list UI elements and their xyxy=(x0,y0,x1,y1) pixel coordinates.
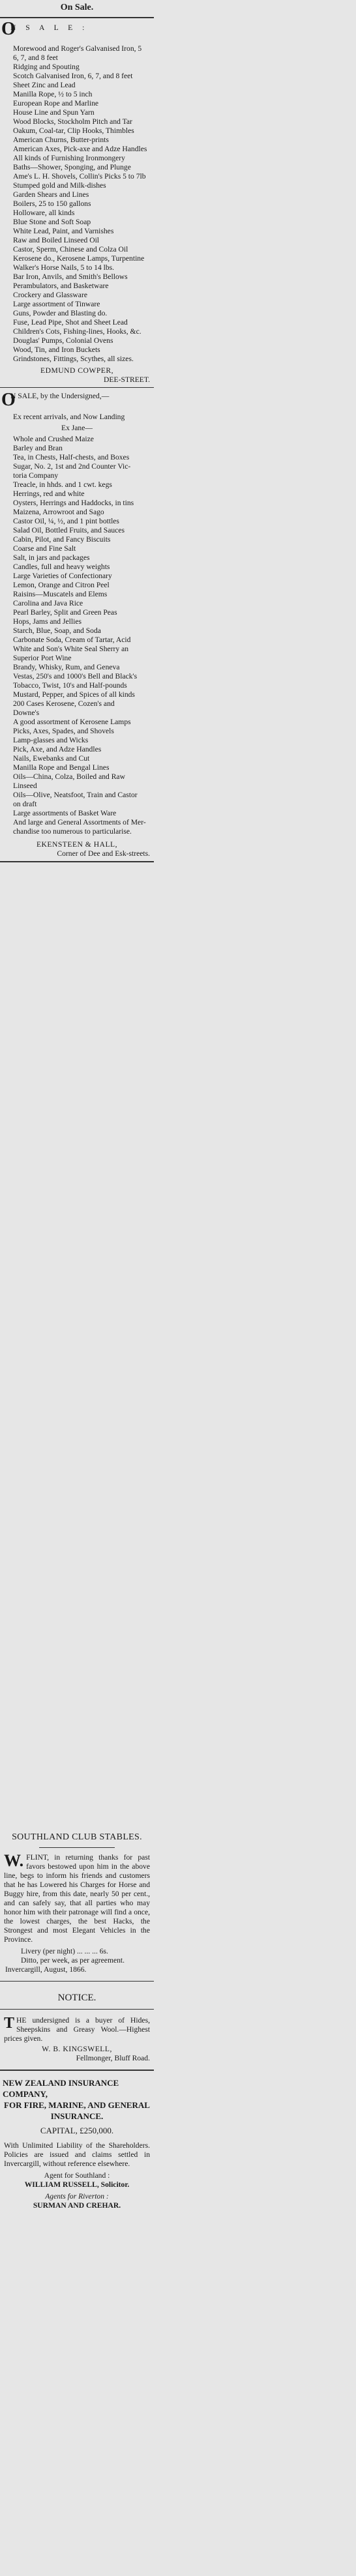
list-item: House Line and Spun Yarn xyxy=(13,108,95,117)
divider xyxy=(0,387,154,388)
caps-line xyxy=(0,21,154,44)
list-item: Grindstones, Fittings, Scythes, all sizes. xyxy=(13,355,134,363)
ad-title: SOUTHLAND CLUB STABLES. xyxy=(12,1832,142,1842)
body-first: FLINT, in returning thanks for past favors bestowed upon him in the above line, xyxy=(4,1853,150,1880)
list-item: Scotch Galvanised Iron, 6, 7, and 8 feet xyxy=(13,72,133,80)
list-item: Stumped gold and Milk-dishes xyxy=(13,181,106,190)
caps-line xyxy=(0,392,154,413)
list-item: Ame's L. H. Shovels, Collin's Picks 5 to 7lb xyxy=(13,172,146,181)
divider xyxy=(39,1847,115,1848)
riverton-agents: SURMAN AND CREHAR. xyxy=(33,2201,121,2210)
list-item: American Axes, Pick-axe and Adze Handles xyxy=(13,145,147,153)
list-item: Downe's xyxy=(13,709,40,717)
list-item: Large assortments of Basket Ware xyxy=(13,809,117,817)
list-item: White Lead, Paint, and Varnishes xyxy=(13,227,114,235)
list-item: Vestas, 250's and 1000's Bell and Black's xyxy=(13,672,138,681)
list-item: Perambulators, and Basketware xyxy=(13,282,109,290)
ad-club-stables xyxy=(0,1825,154,1982)
body-text: HE undersigned is a buyer of Hides, Sheepskins and Greasy Wool.—Highest prices given. xyxy=(4,2016,150,2043)
list-item: Crockery and Glassware xyxy=(13,291,87,299)
ad-ekensteen xyxy=(0,392,154,862)
list-item: Nails, Ewebanks and Cut xyxy=(13,754,90,763)
list-item: Starch, Blue, Soap, and Soda xyxy=(13,626,101,635)
advertiser-name: EDMUND COWPER, xyxy=(40,366,113,375)
livery-rate: Livery (per night) ... ... ... 6s. xyxy=(21,1947,108,1955)
divider xyxy=(0,1981,154,1982)
list-item: Oakum, Coal-tar, Clip Hooks, Thimbles xyxy=(13,126,134,135)
dateline: Invercargill, August, 1866. xyxy=(5,1965,87,1974)
list-item: toria Company xyxy=(13,471,59,480)
list-item: White and Son's White Seal Sherry an xyxy=(13,645,129,653)
list-item: 200 Cases Kerosene, Cozen's and xyxy=(13,699,115,708)
advertiser-address: Fellmonger, Bluff Road. xyxy=(76,2054,150,2062)
notices-column xyxy=(0,1825,154,2576)
divider xyxy=(0,861,154,862)
body-rest: begs to inform his friends and customers that he has Lowered his Charges for Horse and Buggy hire, from this date, nearly 50 per cent., and can safely say, that all parties who may honor him with their patronage will find a once, the lowest charges, the best Hacks, the Strongest and most Elegant Vehicles in the Province. xyxy=(4,1871,151,1944)
list-item: on draft xyxy=(13,800,37,808)
riverton-label: Agents for Riverton : xyxy=(45,2192,109,2201)
list-item: Treacle, in hhds. and 1 cwt. kegs xyxy=(13,480,112,489)
list-item: Manilla Rope, ½ to 5 inch xyxy=(13,90,93,98)
advertiser-address: Corner of Dee and Esk-streets. xyxy=(57,849,150,858)
list-item: A good assortment of Kerosene Lamps xyxy=(13,718,131,726)
list-item: Tobacco, Twist, 10's and Half-pounds xyxy=(13,681,127,690)
divider xyxy=(0,17,154,18)
list-item: Salt, in jars and packages xyxy=(13,553,90,562)
advertiser-name: EKENSTEEN & HALL, xyxy=(36,840,118,849)
list-item: European Rope and Marline xyxy=(13,99,99,108)
list-item: Brandy, Whisky, Rum, and Geneva xyxy=(13,663,120,671)
list-item: Garden Shears and Lines xyxy=(13,190,89,199)
list-item: Ridging and Spouting xyxy=(13,63,80,71)
list-item: chandise too numerous to particularise. xyxy=(13,827,132,836)
agent-label: Agent for Southland : xyxy=(44,2171,110,2180)
list-item: Raw and Boiled Linseed Oil xyxy=(13,236,100,244)
list-item: Wood, Tin, and Iron Buckets xyxy=(13,345,100,354)
list-item: Castor Oil, ¼, ½, and 1 pint bottles xyxy=(13,517,119,525)
list-item: Oysters, Herrings and Haddocks, in tins xyxy=(13,499,134,507)
list-item: Carbonate Soda, Cream of Tartar, Acid xyxy=(13,636,131,644)
weekly-rate: Ditto, per week, as per agreement. xyxy=(21,1956,125,1965)
agent-name: WILLIAM RUSSELL, Solicitor. xyxy=(24,2180,130,2189)
liability-text: With Unlimited Liability of the Shareholders. Policies are issued and claims settled in Invercargill, without reference elsewhere. xyxy=(4,2141,150,2168)
ad-body xyxy=(0,1853,154,1944)
capital-line: CAPITAL, £250,000. xyxy=(40,2126,114,2135)
ship-line: Ex Jane— xyxy=(61,424,93,432)
list-item: Pearl Barley, Split and Green Peas xyxy=(13,608,117,617)
list-item: Carolina and Java Rice xyxy=(13,599,83,607)
list-item: Large Varieties of Confectionary xyxy=(13,572,112,580)
list-item: Herrings, red and white xyxy=(13,490,85,498)
list-item: Bar Iron, Anvils, and Smith's Bellows xyxy=(13,272,128,281)
divider xyxy=(0,2070,154,2071)
list-item: Linseed xyxy=(13,782,37,790)
drop-cap: W. xyxy=(4,1851,24,1870)
list-item: Sheet Zinc and Lead xyxy=(13,81,76,89)
ad-subtitle: INSURANCE. xyxy=(50,2111,104,2121)
ad-cowper xyxy=(0,0,154,388)
item-list xyxy=(0,44,154,364)
ad-subtitle: FOR FIRE, MARINE, AND GENERAL xyxy=(4,2100,150,2110)
advertisement-column xyxy=(0,0,154,1825)
ad-heading: On Sale. xyxy=(60,3,94,12)
list-item: Pick, Axe, and Adze Handles xyxy=(13,745,102,754)
list-item: Kerosene do., Kerosene Lamps, Turpentine xyxy=(13,254,145,263)
list-item: Whole and Crushed Maize xyxy=(13,435,94,443)
list-item: Walker's Horse Nails, 5 to 14 lbs. xyxy=(13,263,115,272)
list-item: Manilla Rope and Bengal Lines xyxy=(13,763,110,772)
list-item: Large assortment of Tinware xyxy=(13,300,100,308)
list-item: Picks, Axes, Spades, and Shovels xyxy=(13,727,114,735)
list-item: 6, 7, and 8 feet xyxy=(13,53,58,62)
list-item: Hops, Jams and Jellies xyxy=(13,617,82,626)
list-item: Holloware, all kinds xyxy=(13,209,75,217)
list-item: Superior Port Wine xyxy=(13,654,72,662)
divider xyxy=(0,2009,154,2010)
ad-title: NOTICE. xyxy=(57,1993,96,2003)
list-item: And large and General Assortments of Mer- xyxy=(13,818,146,827)
list-item: Douglas' Pumps, Colonial Ovens xyxy=(13,336,113,345)
list-item: Candles, full and heavy weights xyxy=(13,563,110,571)
list-item: Fuse, Lead Pipe, Shot and Sheet Lead xyxy=(13,318,128,327)
list-item: Lamp-glasses and Wicks xyxy=(13,736,89,744)
list-item: All kinds of Furnishing Ironmongery xyxy=(13,154,125,162)
advertiser-address: DEE-STREET. xyxy=(104,375,150,384)
list-item: Wood Blocks, Stockholm Pitch and Tar xyxy=(13,117,132,126)
ad-title: NEW ZEALAND INSURANCE COMPANY, xyxy=(3,2078,119,2099)
list-item: Lemon, Orange and Citron Peel xyxy=(13,581,110,589)
list-item: Maizena, Arrowroot and Sago xyxy=(13,508,104,516)
list-item: Children's Cots, Fishing-lines, Hooks, &c. xyxy=(13,327,141,336)
list-item: Raisins—Muscatels and Elems xyxy=(13,590,108,598)
list-item: Boilers, 25 to 150 gallons xyxy=(13,199,91,208)
list-item: Sugar, No. 2, 1st and 2nd Counter Vic- xyxy=(13,462,131,471)
ad-body xyxy=(0,2016,154,2043)
list-item: Blue Stone and Soft Soap xyxy=(13,218,91,226)
drop-cap: T xyxy=(4,2015,15,2032)
list-item: Morewood and Roger's Galvanised Iron, 5 xyxy=(13,44,142,53)
opening-text: N SALE, by the Undersigned,— xyxy=(10,392,110,400)
advertiser-name: W. B. KINGSWELL, xyxy=(42,2045,112,2053)
list-item: Tea, in Chests, Half-chests, and Boxes xyxy=(13,453,130,461)
drop-cap: O xyxy=(1,390,16,410)
list-item: Oils—Olive, Neatsfoot, Train and Castor xyxy=(13,791,138,799)
list-item: Baths—Shower, Sponging, and Plunge xyxy=(13,163,131,171)
blank-margin xyxy=(154,0,356,2576)
list-item: Barley and Bran xyxy=(13,444,63,452)
list-item: Oils—China, Colza, Boiled and Raw xyxy=(13,772,125,781)
list-item: Castor, Sperm, Chinese and Colza Oil xyxy=(13,245,128,254)
drop-cap: O xyxy=(1,19,20,39)
ad-insurance xyxy=(0,2073,154,2210)
caps-text: N S A L E : xyxy=(10,23,89,32)
arrival-line: Ex recent arrivals, and Now Landing xyxy=(13,413,125,421)
list-item: Mustard, Pepper, and Spices of all kinds xyxy=(13,690,135,699)
list-item: Coarse and Fine Salt xyxy=(13,544,76,553)
list-item: Salad Oil, Bottled Fruits, and Sauces xyxy=(13,526,125,534)
ad-notice xyxy=(0,1984,154,2071)
list-item: American Churns, Butter-prints xyxy=(13,136,109,144)
list-item: Cabin, Pilot, and Fancy Biscuits xyxy=(13,535,111,544)
list-item: Guns, Powder and Blasting do. xyxy=(13,309,108,317)
item-list xyxy=(0,435,154,836)
